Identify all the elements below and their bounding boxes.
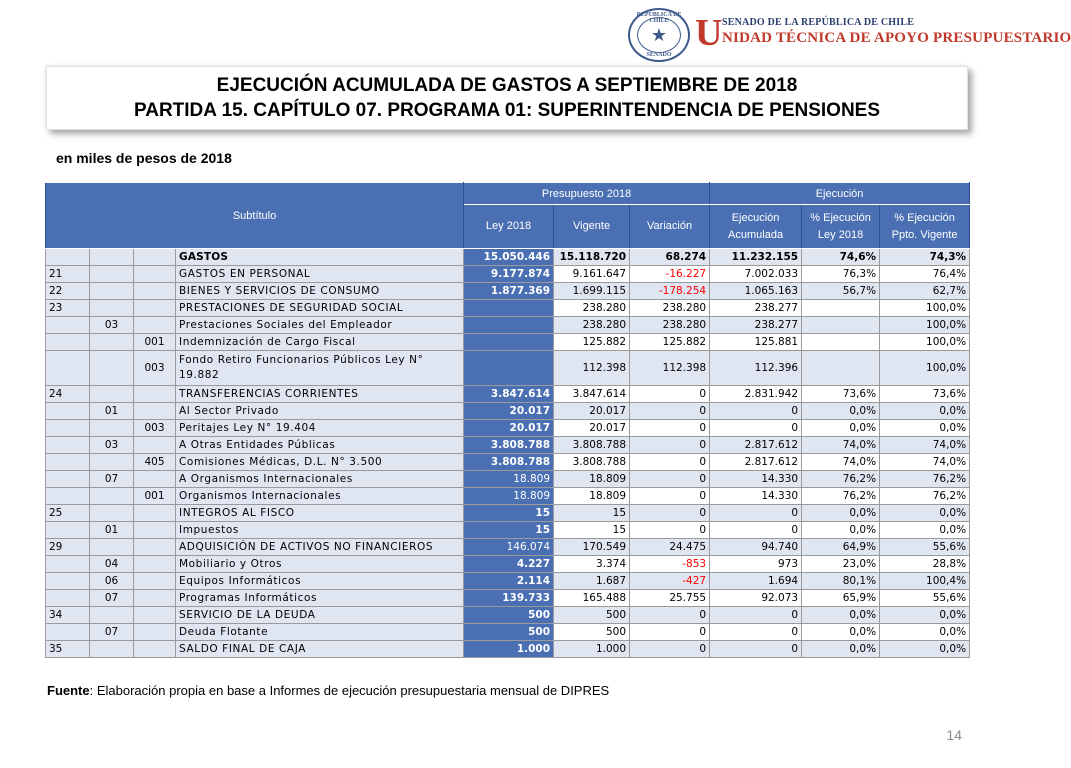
cell-ley-2018: 4.227 <box>464 556 554 573</box>
cell-pct-vigente: 62,7% <box>880 283 970 300</box>
cell-vigente: 15.118.720 <box>554 249 630 266</box>
table-row <box>46 539 970 556</box>
cell-variacion: 0 <box>630 471 710 488</box>
cell-ejecucion-acumulada: 112.396 <box>710 351 802 386</box>
cell-item: 07 <box>90 624 134 641</box>
cell-item: 03 <box>90 317 134 334</box>
cell-pct-ley: 0,0% <box>802 607 880 624</box>
cell-variacion: 238.280 <box>630 300 710 317</box>
cell-ley-2018: 139.733 <box>464 590 554 607</box>
cell-subtitulo: 25 <box>46 505 90 522</box>
cell-pct-vigente: 28,8% <box>880 556 970 573</box>
cell-item <box>90 488 134 505</box>
cell-ejecucion-acumulada: 1.065.163 <box>710 283 802 300</box>
logo-letter: U <box>695 12 723 54</box>
cell-asignacion <box>134 539 176 556</box>
cell-asignacion <box>134 403 176 420</box>
cell-ley-2018 <box>464 351 554 386</box>
cell-variacion: 238.280 <box>630 317 710 334</box>
cell-vigente: 238.280 <box>554 300 630 317</box>
cell-subtitulo: 24 <box>46 386 90 403</box>
cell-item: 03 <box>90 437 134 454</box>
cell-asignacion <box>134 624 176 641</box>
cell-item: 01 <box>90 403 134 420</box>
cell-pct-ley: 80,1% <box>802 573 880 590</box>
cell-vigente: 15 <box>554 522 630 539</box>
cell-pct-vigente: 0,0% <box>880 420 970 437</box>
cell-ejecucion-acumulada: 973 <box>710 556 802 573</box>
table-row <box>46 266 970 283</box>
cell-asignacion <box>134 471 176 488</box>
cell-ejecucion-acumulada: 14.330 <box>710 488 802 505</box>
cell-ejecucion-acumulada: 238.277 <box>710 317 802 334</box>
header-pct-vigente: % Ejecución Ppto. Vigente <box>880 205 970 249</box>
cell-subtitulo <box>46 420 90 437</box>
cell-variacion: 112.398 <box>630 351 710 386</box>
cell-pct-vigente: 100,4% <box>880 573 970 590</box>
cell-ley-2018: 9.177.874 <box>464 266 554 283</box>
cell-subtitulo <box>46 590 90 607</box>
cell-pct-vigente: 0,0% <box>880 607 970 624</box>
cell-item <box>90 283 134 300</box>
cell-item <box>90 607 134 624</box>
table-row <box>46 624 970 641</box>
cell-vigente: 20.017 <box>554 420 630 437</box>
cell-variacion: 0 <box>630 505 710 522</box>
cell-description: Al Sector Privado <box>176 403 464 420</box>
cell-variacion: -178.254 <box>630 283 710 300</box>
cell-asignacion <box>134 590 176 607</box>
cell-pct-vigente: 0,0% <box>880 641 970 658</box>
table-row <box>46 386 970 403</box>
cell-ley-2018 <box>464 317 554 334</box>
table-row <box>46 351 970 386</box>
cell-ley-2018: 15 <box>464 522 554 539</box>
cell-ley-2018: 2.114 <box>464 573 554 590</box>
cell-asignacion: 001 <box>134 334 176 351</box>
cell-vigente: 112.398 <box>554 351 630 386</box>
cell-item <box>90 539 134 556</box>
title-box <box>46 66 968 130</box>
table-row <box>46 317 970 334</box>
cell-pct-vigente: 76,2% <box>880 488 970 505</box>
cell-subtitulo <box>46 437 90 454</box>
cell-asignacion: 003 <box>134 351 176 386</box>
cell-pct-vigente: 100,0% <box>880 317 970 334</box>
cell-item <box>90 300 134 317</box>
cell-description: Comisiones Médicas, D.L. N° 3.500 <box>176 454 464 471</box>
cell-ejecucion-acumulada: 0 <box>710 505 802 522</box>
cell-ejecucion-acumulada: 1.694 <box>710 573 802 590</box>
cell-asignacion <box>134 641 176 658</box>
cell-vigente: 20.017 <box>554 403 630 420</box>
cell-pct-vigente: 74,0% <box>880 454 970 471</box>
cell-ejecucion-acumulada: 0 <box>710 607 802 624</box>
table-row <box>46 590 970 607</box>
brand-unit-name: NIDAD TÉCNICA DE APOYO PRESUPUESTARIO <box>722 30 1071 46</box>
table-row <box>46 522 970 539</box>
cell-ley-2018: 18.809 <box>464 471 554 488</box>
header-ejecucion-acumulada: Ejecución Acumulada <box>710 205 802 249</box>
cell-ejecucion-acumulada: 94.740 <box>710 539 802 556</box>
cell-subtitulo <box>46 249 90 266</box>
cell-pct-vigente: 76,4% <box>880 266 970 283</box>
cell-pct-ley: 0,0% <box>802 641 880 658</box>
cell-description: PRESTACIONES DE SEGURIDAD SOCIAL <box>176 300 464 317</box>
cell-item <box>90 641 134 658</box>
cell-variacion: 0 <box>630 454 710 471</box>
cell-vigente: 500 <box>554 607 630 624</box>
cell-pct-vigente: 0,0% <box>880 522 970 539</box>
cell-item <box>90 334 134 351</box>
table-row <box>46 556 970 573</box>
table-row <box>46 334 970 351</box>
cell-asignacion <box>134 249 176 266</box>
cell-ejecucion-acumulada: 2.817.612 <box>710 454 802 471</box>
cell-ley-2018: 3.808.788 <box>464 437 554 454</box>
header-ley: Ley 2018 <box>464 205 554 249</box>
cell-vigente: 3.374 <box>554 556 630 573</box>
cell-pct-vigente: 74,3% <box>880 249 970 266</box>
table-row <box>46 300 970 317</box>
header-variacion: Variación <box>630 205 710 249</box>
table-row <box>46 249 970 266</box>
cell-pct-ley: 65,9% <box>802 590 880 607</box>
table-row <box>46 505 970 522</box>
cell-ley-2018: 20.017 <box>464 420 554 437</box>
table-row <box>46 403 970 420</box>
seal-top-text: REPÚBLICA DE CHILE <box>636 12 682 24</box>
senate-seal-logo <box>628 8 690 62</box>
cell-ejecucion-acumulada: 125.881 <box>710 334 802 351</box>
cell-asignacion <box>134 505 176 522</box>
budget-execution-table <box>45 182 970 658</box>
cell-description: Mobiliario y Otros <box>176 556 464 573</box>
cell-pct-ley <box>802 317 880 334</box>
cell-subtitulo <box>46 522 90 539</box>
cell-subtitulo: 29 <box>46 539 90 556</box>
cell-subtitulo <box>46 334 90 351</box>
cell-pct-ley: 74,0% <box>802 437 880 454</box>
table-row <box>46 488 970 505</box>
cell-vigente: 9.161.647 <box>554 266 630 283</box>
cell-ejecucion-acumulada: 0 <box>710 624 802 641</box>
cell-asignacion: 003 <box>134 420 176 437</box>
cell-ejecucion-acumulada: 0 <box>710 420 802 437</box>
cell-subtitulo <box>46 556 90 573</box>
cell-pct-ley: 0,0% <box>802 624 880 641</box>
cell-asignacion: 001 <box>134 488 176 505</box>
table-row <box>46 454 970 471</box>
cell-variacion: -16.227 <box>630 266 710 283</box>
cell-subtitulo <box>46 488 90 505</box>
cell-variacion: -853 <box>630 556 710 573</box>
cell-pct-vigente: 100,0% <box>880 334 970 351</box>
cell-asignacion <box>134 317 176 334</box>
cell-pct-ley: 0,0% <box>802 505 880 522</box>
cell-variacion: 0 <box>630 386 710 403</box>
cell-item: 07 <box>90 471 134 488</box>
cell-pct-ley: 76,3% <box>802 266 880 283</box>
cell-item <box>90 249 134 266</box>
cell-vigente: 1.000 <box>554 641 630 658</box>
cell-ejecucion-acumulada: 0 <box>710 403 802 420</box>
cell-pct-ley: 76,2% <box>802 488 880 505</box>
cell-subtitulo: 34 <box>46 607 90 624</box>
cell-ejecucion-acumulada: 0 <box>710 641 802 658</box>
cell-description: SERVICIO DE LA DEUDA <box>176 607 464 624</box>
cell-pct-vigente: 55,6% <box>880 539 970 556</box>
cell-item <box>90 420 134 437</box>
cell-pct-ley: 0,0% <box>802 522 880 539</box>
cell-item: 01 <box>90 522 134 539</box>
cell-description: TRANSFERENCIAS CORRIENTES <box>176 386 464 403</box>
cell-ley-2018 <box>464 300 554 317</box>
cell-description: BIENES Y SERVICIOS DE CONSUMO <box>176 283 464 300</box>
cell-vigente: 3.808.788 <box>554 437 630 454</box>
cell-pct-ley: 76,2% <box>802 471 880 488</box>
cell-variacion: 68.274 <box>630 249 710 266</box>
cell-pct-ley: 74,6% <box>802 249 880 266</box>
brand-institution: SENADO DE LA REPÚBLICA DE CHILE <box>722 17 915 28</box>
cell-variacion: 125.882 <box>630 334 710 351</box>
cell-pct-ley: 56,7% <box>802 283 880 300</box>
cell-ley-2018: 1.000 <box>464 641 554 658</box>
cell-ley-2018 <box>464 334 554 351</box>
cell-variacion: 0 <box>630 641 710 658</box>
cell-item <box>90 266 134 283</box>
cell-variacion: 24.475 <box>630 539 710 556</box>
cell-description: ADQUISICIÓN DE ACTIVOS NO FINANCIEROS <box>176 539 464 556</box>
cell-pct-ley: 0,0% <box>802 403 880 420</box>
seal-bottom-text: SENADO <box>646 52 672 58</box>
cell-pct-vigente: 100,0% <box>880 351 970 386</box>
cell-variacion: 0 <box>630 607 710 624</box>
page-title: EJECUCIÓN ACUMULADA DE GASTOS A SEPTIEMBRE DE 2018 <box>216 75 798 96</box>
cell-variacion: 0 <box>630 522 710 539</box>
cell-pct-ley: 23,0% <box>802 556 880 573</box>
units-caption: en miles de pesos de 2018 <box>56 150 232 166</box>
cell-ejecucion-acumulada: 238.277 <box>710 300 802 317</box>
cell-description: Prestaciones Sociales del Empleador <box>176 317 464 334</box>
table-row <box>46 283 970 300</box>
header-pct-ley: % Ejecución Ley 2018 <box>802 205 880 249</box>
cell-pct-ley <box>802 334 880 351</box>
cell-asignacion <box>134 300 176 317</box>
cell-asignacion <box>134 283 176 300</box>
table-row <box>46 420 970 437</box>
cell-pct-vigente: 76,2% <box>880 471 970 488</box>
cell-asignacion: 405 <box>134 454 176 471</box>
cell-asignacion <box>134 607 176 624</box>
cell-description: A Organismos Internacionales <box>176 471 464 488</box>
header-vigente: Vigente <box>554 205 630 249</box>
cell-ley-2018: 500 <box>464 624 554 641</box>
cell-description: Fondo Retiro Funcionarios Públicos Ley N° 19.882 <box>176 351 464 386</box>
cell-ley-2018: 3.847.614 <box>464 386 554 403</box>
cell-subtitulo <box>46 351 90 386</box>
source-label: Fuente <box>47 683 90 698</box>
cell-item <box>90 351 134 386</box>
cell-pct-ley <box>802 300 880 317</box>
cell-description: Equipos Informáticos <box>176 573 464 590</box>
cell-asignacion <box>134 522 176 539</box>
cell-pct-ley <box>802 351 880 386</box>
source-note <box>47 683 609 698</box>
cell-description: Programas Informáticos <box>176 590 464 607</box>
cell-subtitulo: 35 <box>46 641 90 658</box>
cell-description: GASTOS EN PERSONAL <box>176 266 464 283</box>
cell-vigente: 3.847.614 <box>554 386 630 403</box>
cell-subtitulo <box>46 454 90 471</box>
cell-ley-2018: 146.074 <box>464 539 554 556</box>
cell-pct-vigente: 0,0% <box>880 624 970 641</box>
cell-ley-2018: 18.809 <box>464 488 554 505</box>
cell-asignacion <box>134 437 176 454</box>
cell-pct-ley: 0,0% <box>802 420 880 437</box>
cell-description: Impuestos <box>176 522 464 539</box>
cell-vigente: 165.488 <box>554 590 630 607</box>
cell-item <box>90 454 134 471</box>
cell-vigente: 238.280 <box>554 317 630 334</box>
table-row <box>46 607 970 624</box>
cell-item <box>90 505 134 522</box>
cell-subtitulo <box>46 317 90 334</box>
page-subtitle-program: PARTIDA 15. CAPÍTULO 07. PROGRAMA 01: SUPERINTENDENCIA DE PENSIONES <box>133 100 881 121</box>
cell-subtitulo: 22 <box>46 283 90 300</box>
cell-vigente: 1.687 <box>554 573 630 590</box>
cell-asignacion <box>134 573 176 590</box>
table-row <box>46 437 970 454</box>
cell-pct-ley: 74,0% <box>802 454 880 471</box>
cell-ejecucion-acumulada: 7.002.033 <box>710 266 802 283</box>
header-ejecucion: Ejecución <box>710 183 970 205</box>
cell-pct-vigente: 0,0% <box>880 403 970 420</box>
cell-pct-ley: 73,6% <box>802 386 880 403</box>
cell-description: SALDO FINAL DE CAJA <box>176 641 464 658</box>
cell-ejecucion-acumulada: 2.831.942 <box>710 386 802 403</box>
cell-description: Peritajes Ley N° 19.404 <box>176 420 464 437</box>
cell-subtitulo <box>46 573 90 590</box>
page-number: 14 <box>946 727 962 743</box>
cell-asignacion <box>134 556 176 573</box>
cell-description: Deuda Flotante <box>176 624 464 641</box>
cell-pct-ley: 64,9% <box>802 539 880 556</box>
cell-pct-vigente: 74,0% <box>880 437 970 454</box>
cell-pct-vigente: 55,6% <box>880 590 970 607</box>
cell-vigente: 18.809 <box>554 488 630 505</box>
cell-pct-vigente: 100,0% <box>880 300 970 317</box>
cell-pct-vigente: 0,0% <box>880 505 970 522</box>
cell-subtitulo: 21 <box>46 266 90 283</box>
cell-item: 07 <box>90 590 134 607</box>
table-row <box>46 471 970 488</box>
cell-vigente: 170.549 <box>554 539 630 556</box>
cell-description: A Otras Entidades Públicas <box>176 437 464 454</box>
cell-ejecucion-acumulada: 2.817.612 <box>710 437 802 454</box>
cell-ejecucion-acumulada: 92.073 <box>710 590 802 607</box>
cell-ley-2018: 15.050.446 <box>464 249 554 266</box>
cell-variacion: 0 <box>630 403 710 420</box>
cell-description: GASTOS <box>176 249 464 266</box>
cell-vigente: 500 <box>554 624 630 641</box>
cell-asignacion <box>134 386 176 403</box>
cell-description: Indemnización de Cargo Fiscal <box>176 334 464 351</box>
cell-item: 06 <box>90 573 134 590</box>
header-subtitulo: Subtítulo <box>46 183 464 249</box>
cell-subtitulo: 23 <box>46 300 90 317</box>
cell-variacion: 0 <box>630 488 710 505</box>
source-text: : Elaboración propia en base a Informes de ejecución presupuestaria mensual de DIPRES <box>89 683 610 698</box>
cell-ley-2018: 20.017 <box>464 403 554 420</box>
cell-variacion: 0 <box>630 437 710 454</box>
cell-ejecucion-acumulada: 0 <box>710 522 802 539</box>
cell-subtitulo <box>46 471 90 488</box>
cell-ley-2018: 500 <box>464 607 554 624</box>
cell-ejecucion-acumulada: 11.232.155 <box>710 249 802 266</box>
cell-pct-vigente: 73,6% <box>880 386 970 403</box>
cell-ley-2018: 1.877.369 <box>464 283 554 300</box>
table-row <box>46 573 970 590</box>
cell-ley-2018: 15 <box>464 505 554 522</box>
table-row <box>46 641 970 658</box>
seal-emblem-icon: ★ <box>637 17 681 53</box>
cell-vigente: 18.809 <box>554 471 630 488</box>
cell-vigente: 15 <box>554 505 630 522</box>
cell-description: INTEGROS AL FISCO <box>176 505 464 522</box>
cell-subtitulo <box>46 403 90 420</box>
cell-variacion: 0 <box>630 624 710 641</box>
cell-vigente: 1.699.115 <box>554 283 630 300</box>
cell-subtitulo <box>46 624 90 641</box>
cell-variacion: 25.755 <box>630 590 710 607</box>
cell-variacion: 0 <box>630 420 710 437</box>
cell-vigente: 3.808.788 <box>554 454 630 471</box>
cell-vigente: 125.882 <box>554 334 630 351</box>
cell-ejecucion-acumulada: 14.330 <box>710 471 802 488</box>
cell-item: 04 <box>90 556 134 573</box>
cell-variacion: -427 <box>630 573 710 590</box>
cell-ley-2018: 3.808.788 <box>464 454 554 471</box>
cell-item <box>90 386 134 403</box>
cell-asignacion <box>134 266 176 283</box>
header-presupuesto: Presupuesto 2018 <box>464 183 710 205</box>
cell-description: Organismos Internacionales <box>176 488 464 505</box>
